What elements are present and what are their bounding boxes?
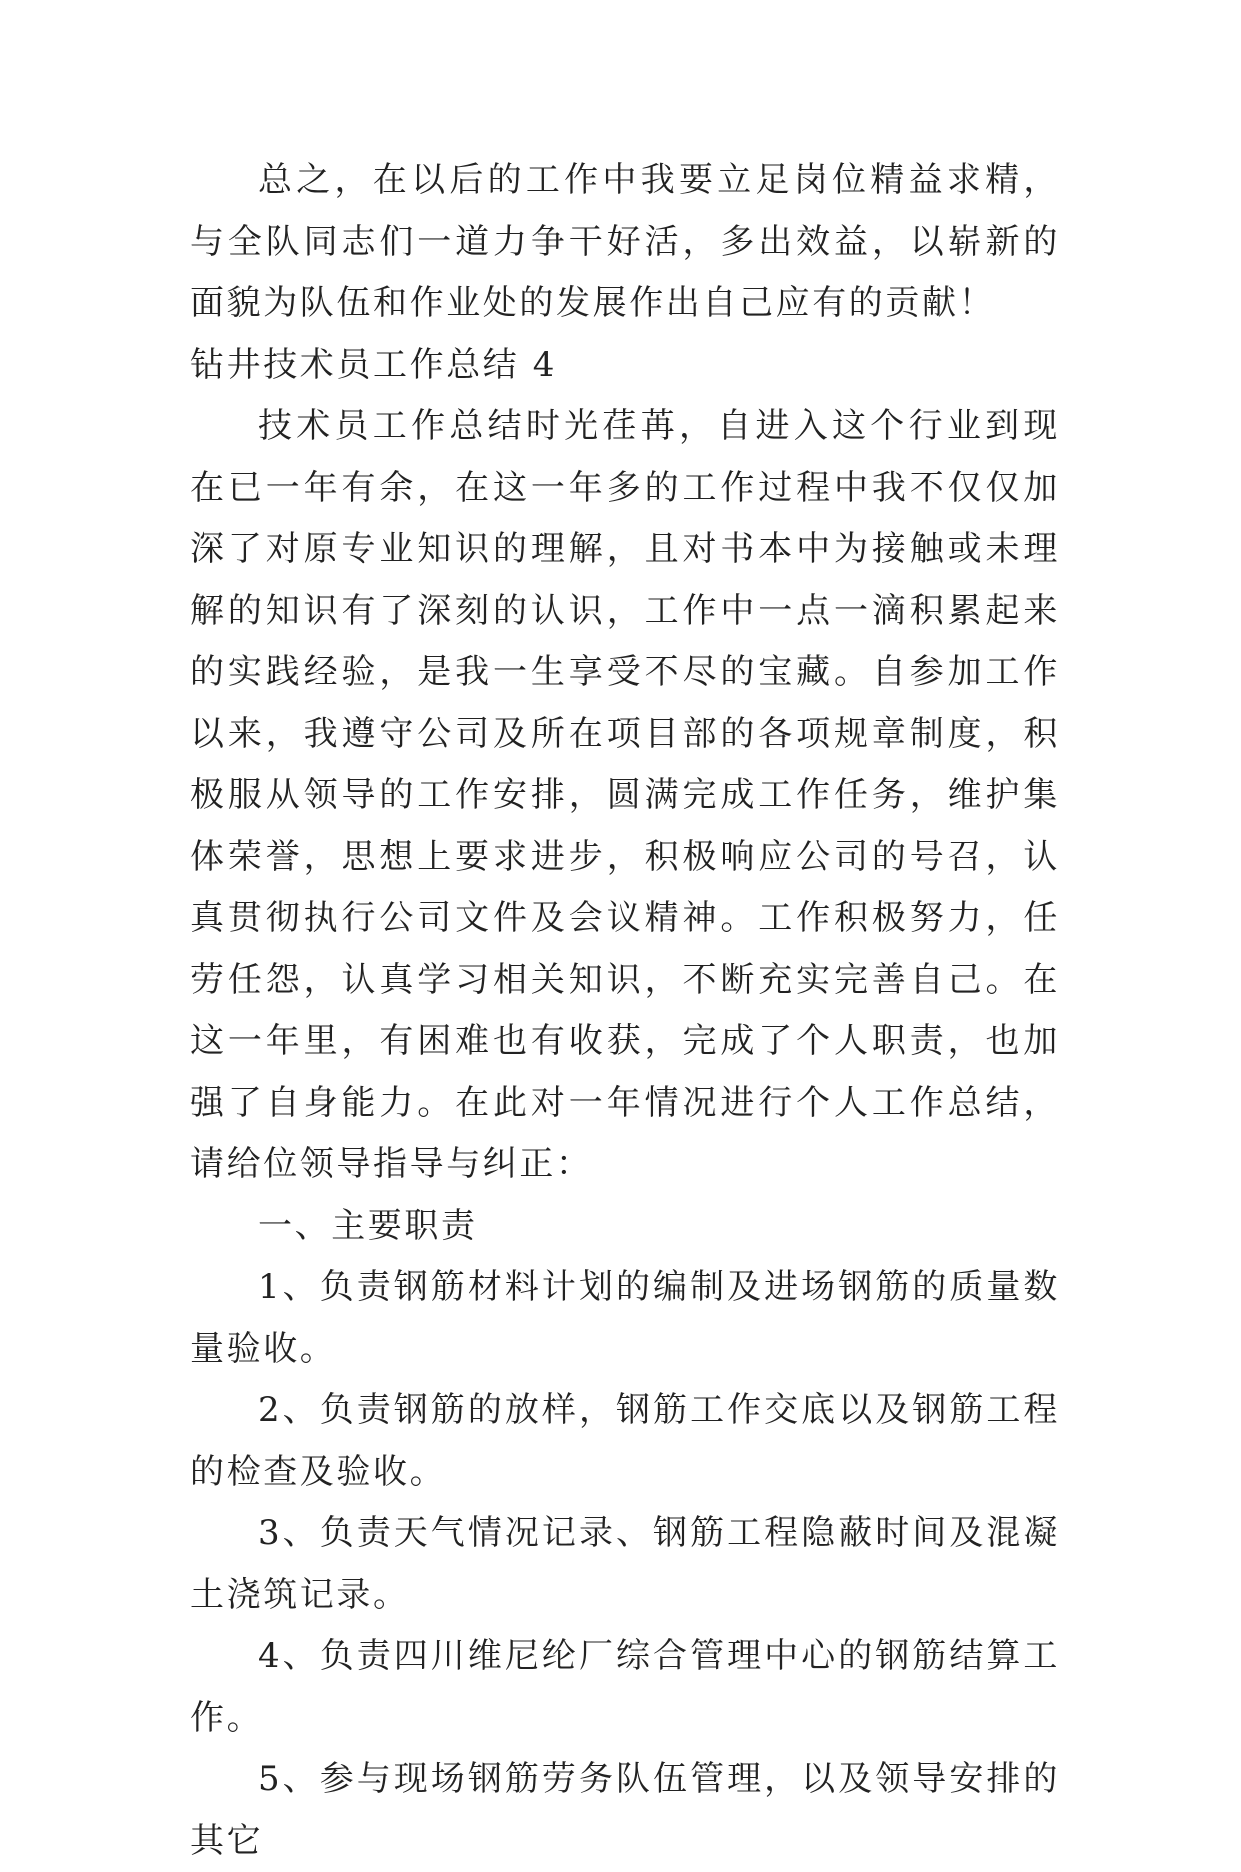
document-body: [190, 150, 1060, 1872]
intro-paragraph: 总之，在以后的工作中我要立足岗位精益求精，与全队同志们一道力争干好活，多出效益，以崭新的面貌为队伍和作业处的发展作出自己应有的贡献！: [190, 160, 1060, 323]
responsibility-item: 4、负责四川维尼纶厂综合管理中心的钢筋结算工作。: [190, 1636, 1060, 1738]
responsibility-item: 5、参与现场钢筋劳务队伍管理，以及领导安排的其它: [190, 1759, 1060, 1861]
section-title: 钻井技术员工作总结 4: [190, 344, 558, 385]
responsibility-item: 2、负责钢筋的放样，钢筋工作交底以及钢筋工程的检查及验收。: [190, 1390, 1060, 1492]
responsibility-item: 3、负责天气情况记录、钢筋工程隐蔽时间及混凝土浇筑记录。: [190, 1513, 1060, 1615]
responsibilities-heading: 一、主要职责: [258, 1205, 478, 1246]
summary-paragraph: 技术员工作总结时光荏苒，自进入这个行业到现在已一年有余，在这一年多的工作过程中我不仅仅加深了对原专业知识的理解，且对书本中为接触或未理解的知识有了深刻的认识，工作中一点一滴积累起来的实践经验，是我一生享受不尽的宝藏。自参加工作以来，我遵守公司及所在项目部的各项规章制度，积极服从领导的工作安排，圆满完成工作任务，维护集体荣誉，思想上要求进步，积极响应公司的号召，认真贯彻执行公司文件及会议精神。工作积极努力，任劳任怨，认真学习相关知识，不断充实完善自己。在这一年里，有困难也有收获，完成了个人职责，也加强了自身能力。在此对一年情况进行个人工作总结，请给位领导指导与纠正：: [190, 406, 1060, 1184]
responsibility-item: 1、负责钢筋材料计划的编制及进场钢筋的质量数量验收。: [190, 1267, 1060, 1369]
